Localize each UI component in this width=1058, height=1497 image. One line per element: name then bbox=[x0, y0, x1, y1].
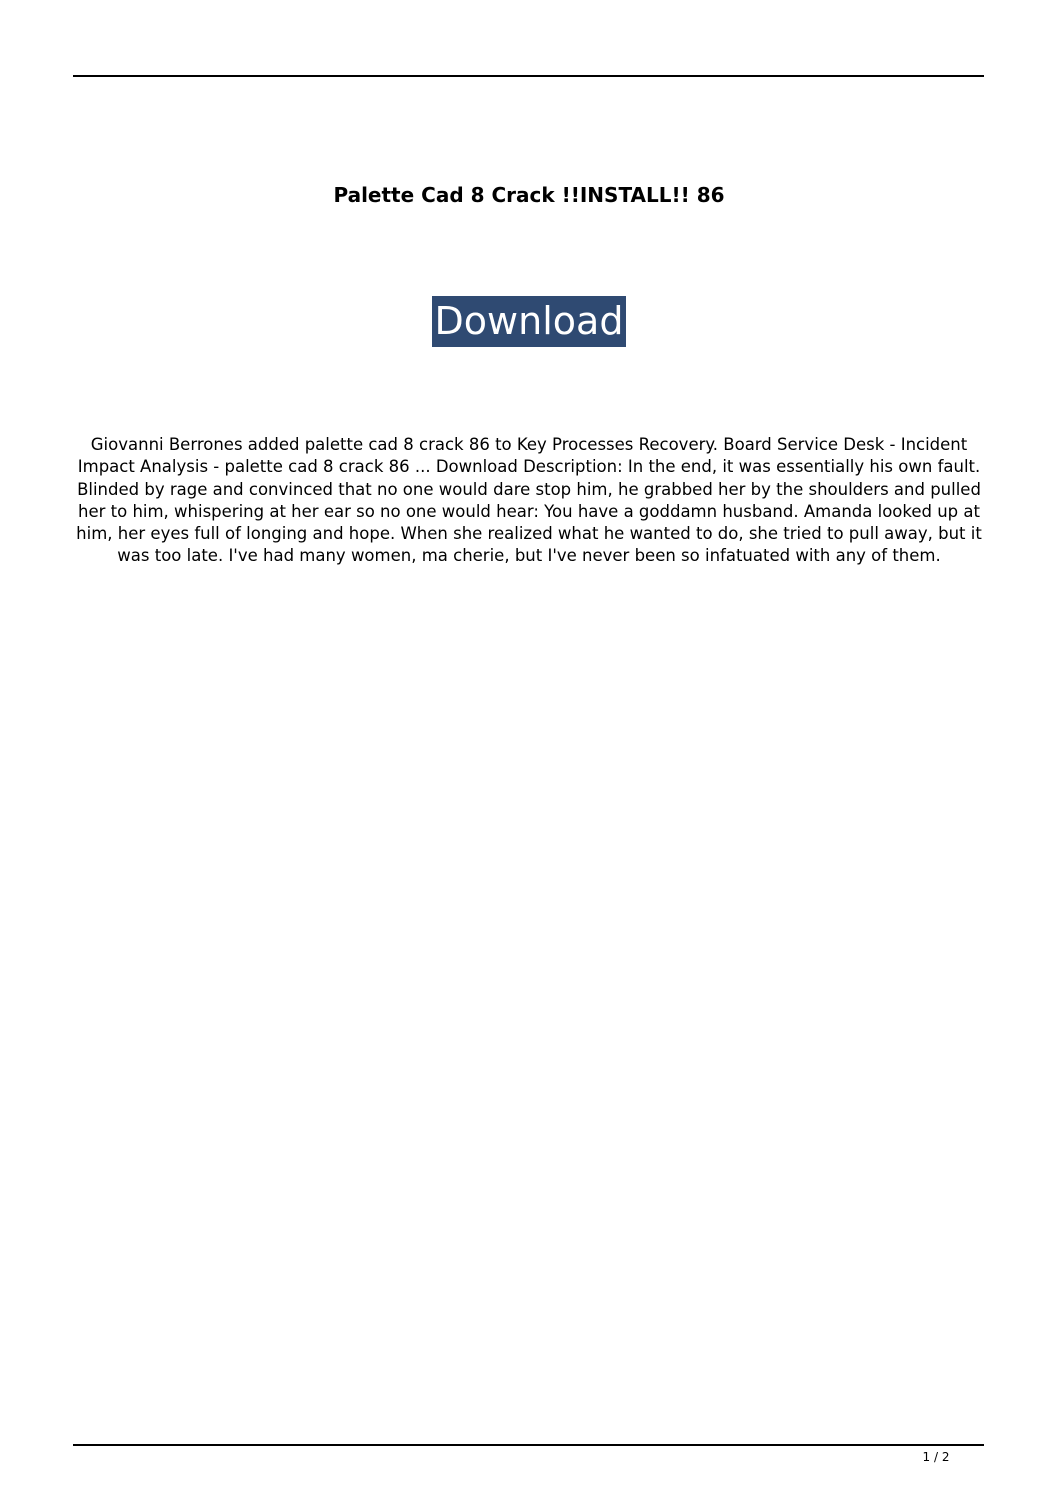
download-container bbox=[0, 296, 1058, 347]
download-button[interactable]: Download bbox=[432, 296, 627, 347]
footer-rule bbox=[73, 1444, 984, 1446]
description-paragraph: Giovanni Berrones added palette cad 8 crack 86 to Key Processes Recovery. Board Service Desk - Incident Impact Analysis - palette cad 8 crack 86 ... Download Description: In the end, it was essentially his own fault. Blinded by rage and convinced that no one would dare stop him, he grabbed her by the shoulders and pulled her to him, whispering at her ear so no one would hear: You have a goddamn husband. Amanda looked up at him, her eyes full of longing and hope. When she realized what he wanted to do, she tried to pull away, but it was too late. I've had many women, ma cherie, but I've never been so infatuated with any of them. bbox=[76, 435, 982, 566]
document-title: Palette Cad 8 Crack !!INSTALL!! 86 bbox=[333, 183, 725, 207]
page-number: 1 / 2 bbox=[922, 1450, 950, 1464]
header-rule bbox=[73, 75, 984, 77]
